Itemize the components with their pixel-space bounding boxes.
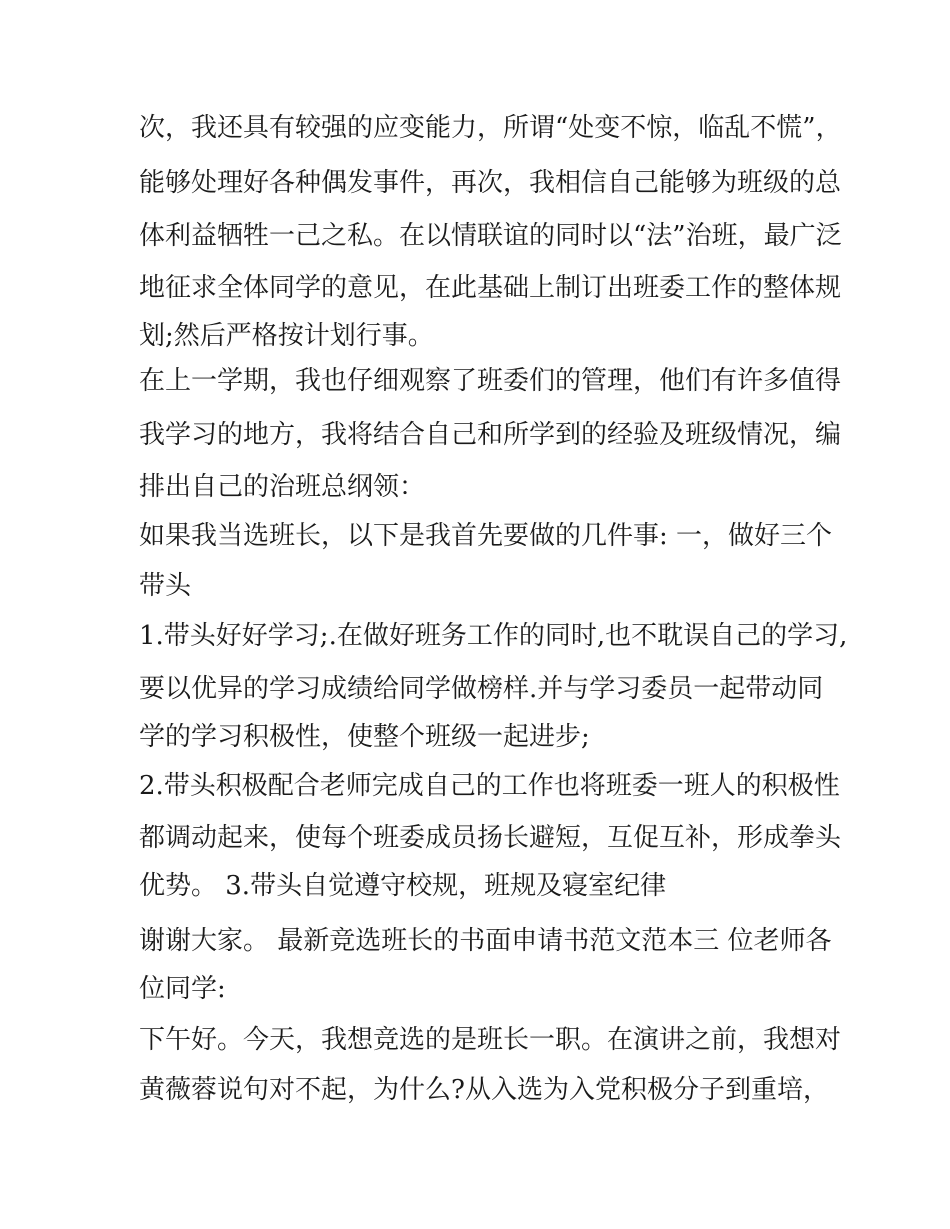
text-line: 地征求全体同学的意见，在此基础上制订出班委工作的整体规 — [139, 273, 842, 303]
text-line: 划;然后严格按计划行事。 — [139, 321, 434, 351]
text-line: 如果我当选班长，以下是我首先要做的几件事: 一，做好三个 — [139, 521, 833, 551]
text-line: 在上一学期，我也仔细观察了班委们的管理，他们有许多值得 — [139, 366, 842, 396]
text-line: 位同学: — [139, 974, 226, 1004]
text-line: 体利益牺牲一己之私。在以情联谊的同时以“法”治班，最广泛 — [139, 221, 842, 251]
text-line: 谢谢大家。 最新竞选班长的书面申请书范文范本三 位老师各 — [139, 926, 832, 956]
text-line: 次，我还具有较强的应变能力，所谓“处变不惊，临乱不慌”， — [139, 113, 842, 143]
text-line: 黄薇蓉说句对不起，为什么?从入选为入党积极分子到重培， — [139, 1075, 829, 1105]
text-line: 都调动起来，使每个班委成员扬长避短，互促互补，形成拳头 — [139, 823, 842, 853]
text-line: 我学习的地方，我将结合自己和所学到的经验及班级情况，编 — [139, 420, 842, 450]
text-line: 2.带头积极配合老师完成自己的工作也将班委一班人的积极性 — [139, 771, 840, 801]
text-line: 学的学习积极性，使整个班级一起进步; — [139, 722, 590, 752]
text-line: 要以优异的学习成绩给同学做榜样.并与学习委员一起带动同 — [139, 674, 824, 704]
text-line: 带头 — [139, 571, 192, 601]
text-line: 1.带头好好学习;.在做好班务工作的同时,也不耽误自己的学习, — [139, 621, 848, 651]
text-line: 能够处理好各种偶发事件，再次，我相信自己能够为班级的总 — [139, 168, 842, 198]
text-line: 优势。 3.带头自觉遵守校规，班规及寝室纪律 — [139, 871, 667, 901]
text-line: 下午好。今天，我想竞选的是班长一职。在演讲之前，我想对 — [139, 1025, 842, 1055]
text-line: 排出自己的治班总纲领： — [139, 472, 426, 502]
